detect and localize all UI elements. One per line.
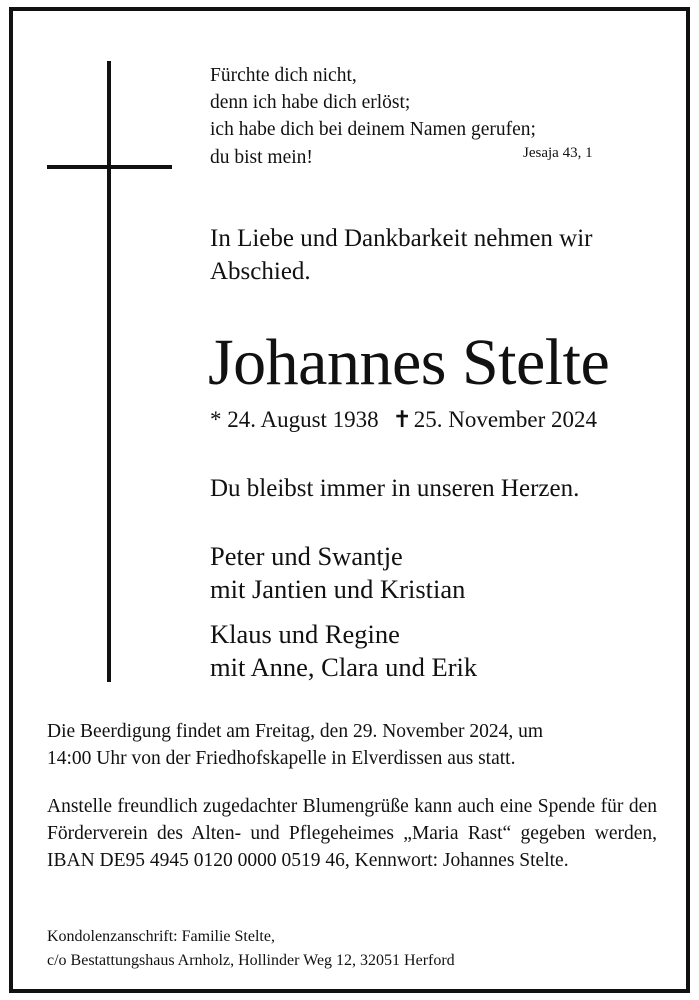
verse-line: Fürchte dich nicht, (210, 65, 357, 86)
verse-line: ich habe dich bei deinem Namen gerufen; (210, 119, 536, 141)
death-cross-icon: ✝ (392, 407, 412, 432)
family-names: mit Anne, Clara und Erik (210, 652, 478, 682)
intro-line: Abschied. (210, 258, 311, 285)
funeral-line: Die Beerdigung findet am Freitag, den 29. November 2024, um (47, 721, 544, 742)
cross-icon-vertical-bar (107, 61, 111, 682)
bible-verse (210, 62, 536, 171)
family-names: mit Jantien und Kristian (210, 574, 466, 604)
family-group (210, 618, 477, 684)
cross-icon-horizontal-bar (47, 165, 172, 169)
verse-line: du bist mein! (210, 146, 313, 168)
donation-notice: Anstelle freundlich zugedachter Blumengrüße kann auch eine Spende für den Förderverein des Alten- und Pflegeheimes „Maria Rast“ gegeben werden, IBAN DE95 4945 0120 0000 0519 46, Kennwort: Johannes Stelte. (47, 796, 657, 871)
verse-reference: Jesaja 43, 1 (523, 145, 593, 161)
farewell-intro (210, 222, 593, 288)
memorial-motto: Du bleibst immer in unseren Herzen. (210, 475, 580, 502)
funeral-notice (47, 718, 657, 772)
birth-date: * 24. August 1938 (210, 407, 379, 432)
condolence-line: Kondolenzanschrift: Familie Stelte, (47, 928, 275, 945)
condolence-address (47, 925, 455, 972)
verse-line: denn ich habe dich erlöst; (210, 92, 411, 114)
family-names: Klaus und Regine (210, 619, 400, 649)
family-names: Peter und Swantje (210, 541, 403, 571)
intro-line: In Liebe und Dankbarkeit nehmen wir (210, 225, 593, 252)
death-date: 25. November 2024 (413, 407, 598, 432)
condolence-line: c/o Bestattungshaus Arnholz, Hollinder Weg 12, 32051 Herford (47, 951, 455, 969)
funeral-line: 14:00 Uhr von der Friedhofskapelle in Elverdissen aus statt. (47, 748, 516, 769)
family-group (210, 540, 465, 606)
life-dates (210, 404, 597, 436)
deceased-name: Johannes Stelte (208, 326, 610, 399)
